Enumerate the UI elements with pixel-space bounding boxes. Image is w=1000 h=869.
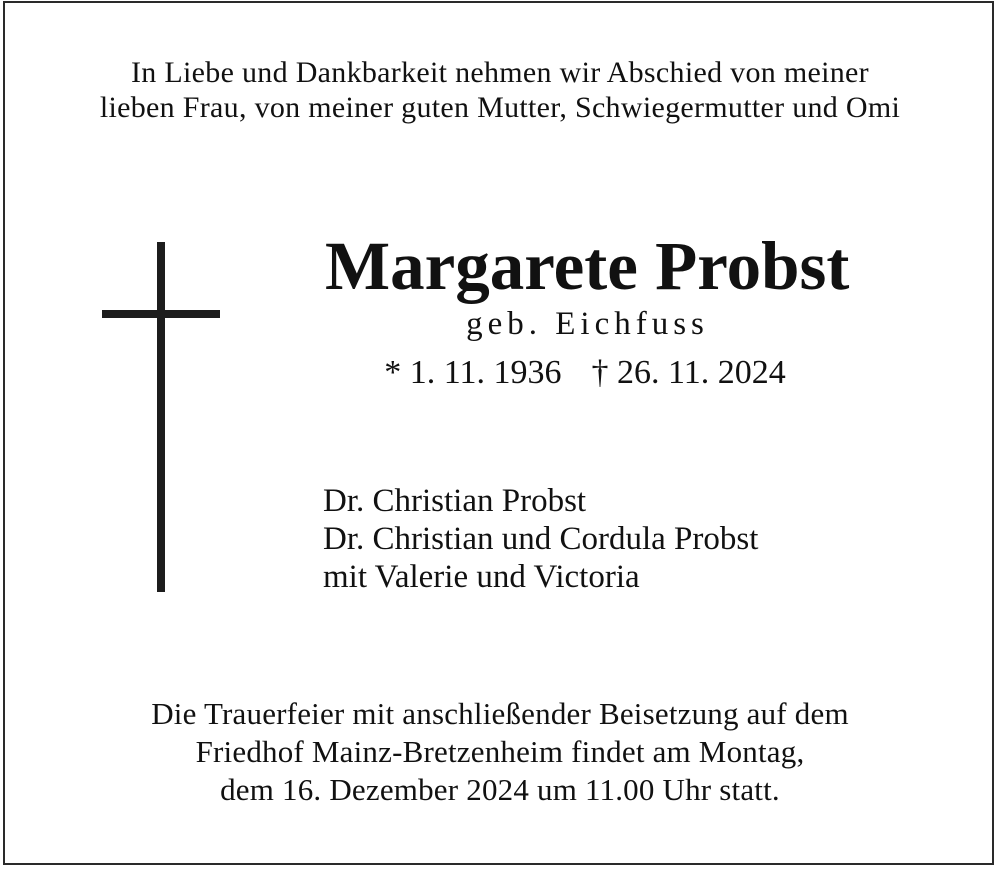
funeral-line: Friedhof Mainz-Bretzenheim findet am Montag, bbox=[195, 734, 805, 769]
mourner-line: mit Valerie und Victoria bbox=[323, 559, 640, 595]
funeral-line: dem 16. Dezember 2024 um 11.00 Uhr statt. bbox=[220, 772, 780, 807]
birth-date: * 1. 11. 1936 bbox=[384, 354, 562, 391]
funeral-line: Die Trauerfeier mit anschließender Beisetzung auf dem bbox=[151, 696, 849, 731]
funeral-info bbox=[0, 695, 1000, 809]
life-dates bbox=[325, 354, 845, 392]
mourners-list bbox=[323, 482, 758, 596]
cross-horizontal-bar bbox=[102, 310, 220, 318]
death-date: † 26. 11. 2024 bbox=[591, 354, 786, 391]
cross-vertical-bar bbox=[157, 242, 165, 592]
maiden-name: geb. Eichfuss bbox=[466, 306, 709, 342]
intro-line: In Liebe und Dankbarkeit nehmen wir Abschied von meiner bbox=[131, 56, 869, 89]
mourner-line: Dr. Christian und Cordula Probst bbox=[323, 521, 759, 557]
deceased-name: Margarete Probst bbox=[325, 228, 850, 304]
intro-text bbox=[0, 55, 1000, 125]
intro-line: lieben Frau, von meiner guten Mutter, Schwiegermutter und Omi bbox=[99, 91, 901, 124]
mourner-line: Dr. Christian Probst bbox=[323, 483, 587, 519]
